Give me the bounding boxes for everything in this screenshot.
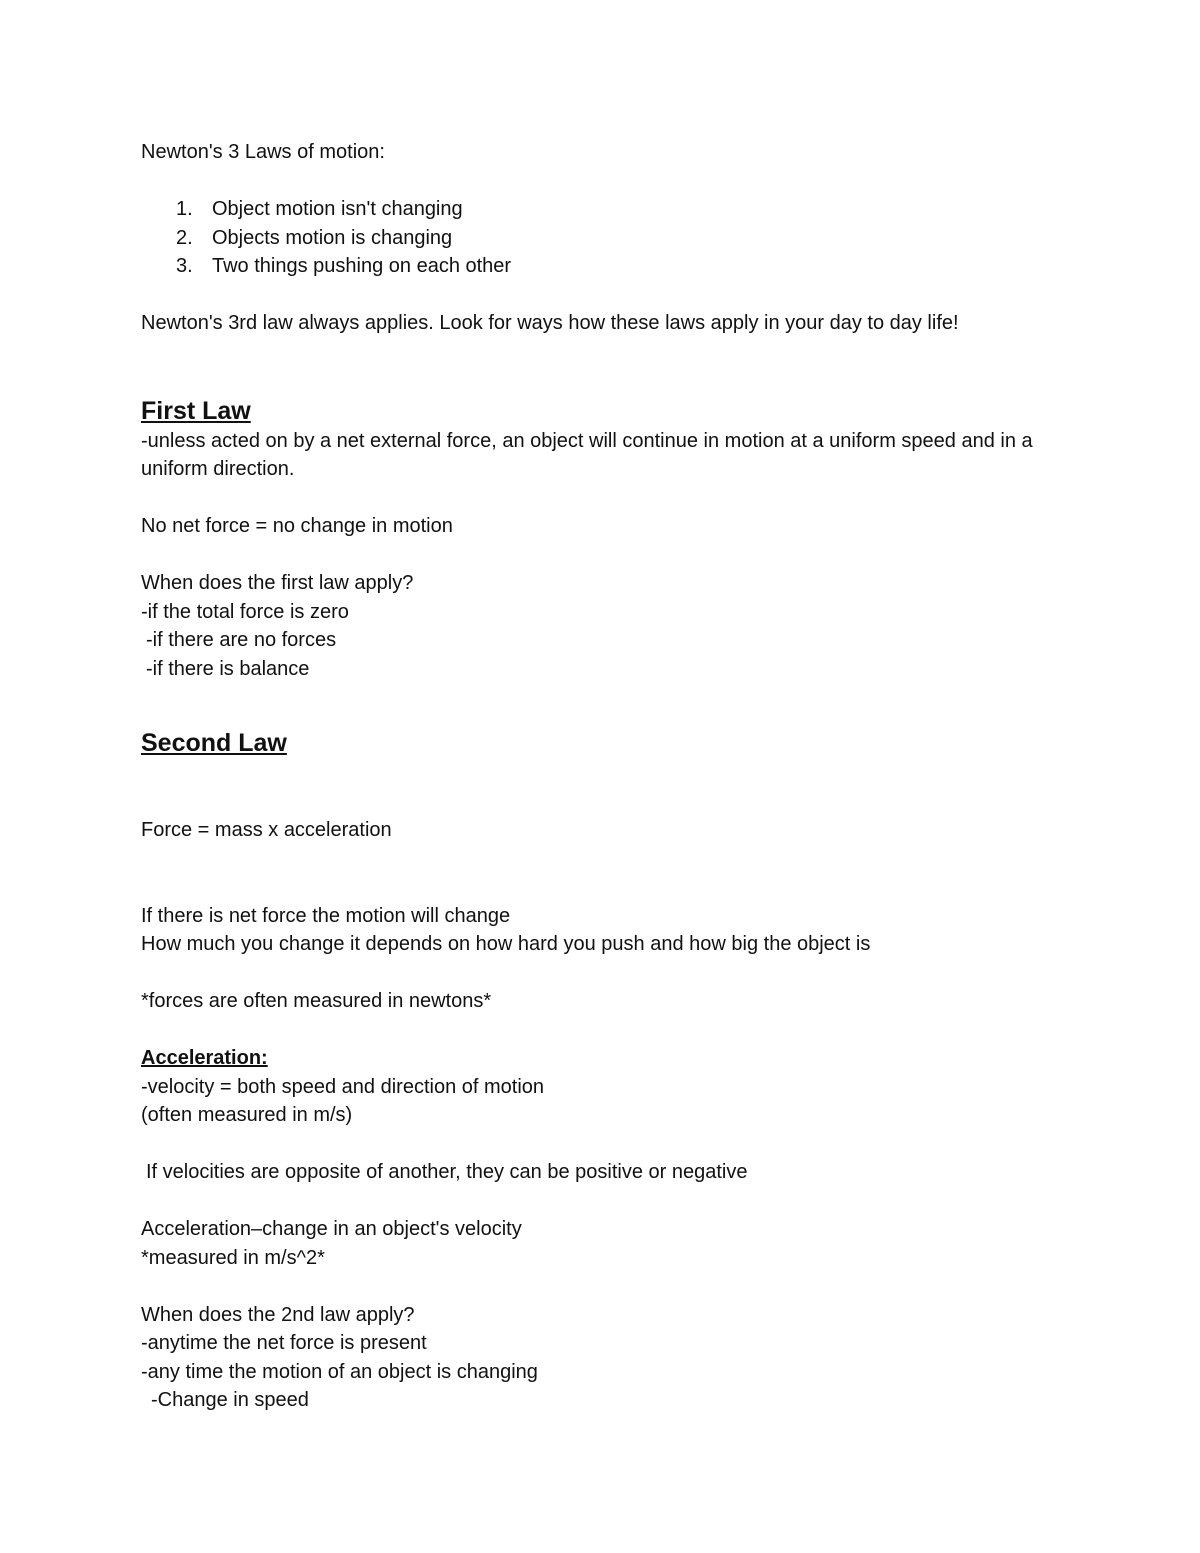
list-number: 2.: [176, 226, 193, 249]
second-law-question: When does the 2nd law apply?: [141, 1303, 415, 1326]
first-law-question: When does the first law apply?: [141, 572, 414, 594]
first-law-definition: -unless acted on by a net external force, an object will continue in motion at a uniform speed and in a uniform direction.: [141, 429, 1033, 480]
first-law-heading: First Law: [141, 396, 251, 425]
laws-list: [141, 195, 1041, 281]
second-law-heading: Second Law: [141, 729, 287, 757]
second-law-formula: Force = mass x acceleration: [141, 819, 392, 841]
document-page: [141, 138, 1041, 1415]
list-item-text: Object motion isn't changing: [212, 198, 463, 220]
first-law-condition: -if there is balance: [146, 657, 310, 680]
list-item: [141, 252, 1041, 281]
acceleration-units: *measured in m/s^2*: [141, 1246, 325, 1269]
list-item: [141, 224, 1041, 253]
acceleration-heading: Acceleration:: [141, 1047, 268, 1069]
intro-title: Newton's 3 Laws of motion:: [141, 141, 385, 163]
second-law-condition: -anytime the net force is present: [141, 1332, 427, 1354]
opposite-velocity-note: If velocities are opposite of another, they can be positive or negative: [146, 1161, 748, 1183]
list-item-text: Two things pushing on each other: [212, 255, 512, 277]
list-number: 3.: [176, 255, 193, 277]
acceleration-definition: Acceleration–change in an object's velocity: [141, 1218, 522, 1240]
second-law-effect: How much you change it depends on how hard you push and how big the object is: [141, 933, 871, 955]
first-law-summary: No net force = no change in motion: [141, 515, 453, 537]
first-law-condition: -if the total force is zero: [141, 600, 349, 623]
first-law-condition: -if there are no forces: [146, 629, 337, 651]
second-law-effect: If there is net force the motion will change: [141, 904, 511, 927]
force-units-note: *forces are often measured in newtons*: [141, 990, 492, 1012]
velocity-definition: -velocity = both speed and direction of motion: [141, 1075, 545, 1098]
second-law-condition: -any time the motion of an object is changing: [141, 1360, 538, 1383]
list-item-text: Objects motion is changing: [212, 226, 453, 249]
second-law-sub-condition: -Change in speed: [151, 1389, 309, 1411]
list-number: 1.: [176, 198, 193, 220]
list-item: [141, 195, 1041, 224]
velocity-units: (often measured in m/s): [141, 1104, 353, 1126]
intro-note: Newton's 3rd law always applies. Look for ways how these laws apply in your day to day life!: [141, 312, 959, 334]
